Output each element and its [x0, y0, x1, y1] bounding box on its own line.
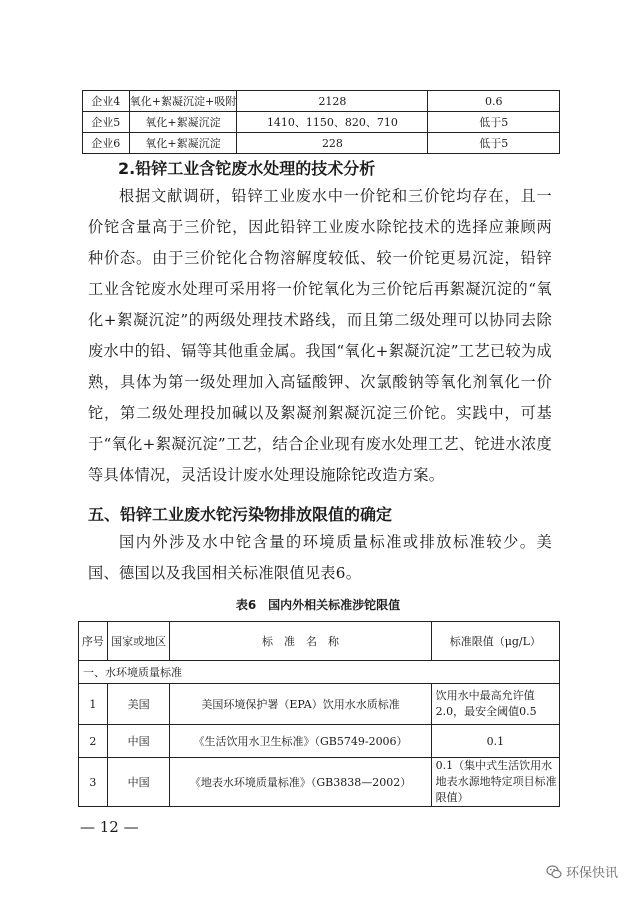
table-header-row	[79, 622, 560, 661]
body-paragraph: 国内外涉及水中铊含量的环境质量标准或排放标准较少。美国、德国以及我国相关标准限值见表6。	[88, 533, 552, 582]
table-header-cell: 序号	[79, 622, 108, 661]
table-cell: 0.1	[431, 725, 559, 758]
table-cell: 1	[79, 684, 108, 725]
table-cell: 《地表水环境质量标准》（GB3838—2002）	[170, 758, 431, 807]
table-header-cell: 标 准 名 称	[170, 622, 431, 661]
table-cell: 企业5	[83, 112, 130, 133]
table-cell: 氧化+絮凝沉淀	[129, 112, 237, 133]
table-row	[83, 133, 560, 154]
table-cell: 低于5	[428, 133, 560, 154]
table-cell: 3	[79, 758, 108, 807]
table-cell: 企业6	[83, 133, 130, 154]
table-row	[79, 758, 560, 807]
table-header-cell: 标准限值（μg/L）	[431, 622, 559, 661]
table-cell: 低于5	[428, 112, 560, 133]
table-section-label: 一、水环境质量标准	[79, 661, 560, 684]
table-cell: 2128	[237, 91, 428, 112]
table-cell: 美国环境保护署（EPA）饮用水水质标准	[170, 684, 431, 725]
table-cell: 企业4	[83, 91, 130, 112]
table-caption: 表6 国内外相关标准涉铊限值	[235, 598, 401, 612]
table-cell: 氧化+絮凝沉淀	[129, 133, 237, 154]
table-cell: 饮用水中最高允许值2.0，最安全阈值0.5	[431, 684, 559, 725]
enterprise-table	[82, 90, 560, 154]
page-number: — 12 —	[80, 818, 139, 836]
standards-table	[78, 621, 560, 807]
section-heading: 五、铅锌工业废水铊污染物排放限值的确定	[88, 505, 393, 524]
table-cell: 0.1（集中式生活饮用水地表水源地特定项目标准限值）	[431, 758, 559, 807]
table-cell: 中国	[107, 758, 170, 807]
table-cell: 中国	[107, 725, 170, 758]
body-paragraph: 根据文献调研，铅锌工业废水中一价铊和三价铊均存在，且一价铊含量高于三价铊，因此铅锌工业废水除铊技术的选择应兼顾两种价态。由于三价铊化合物溶解度较低、较一价铊更易沉淀，铅锌工业含铊废水处理可采用将一价铊氧化为三价铊后再絮凝沉淀的“氧化+絮凝沉淀”的两级处理技术路线，而且第二级处理可以协同去除废水中的铅、镉等其他重金属。我国“氧化+絮凝沉淀”工艺已较为成熟，具体为第一级处理加入高锰酸钾、次氯酸钠等氧化剂氧化一价铊，第二级处理投加碱以及絮凝剂絮凝沉淀三价铊。实践中，可基于“氧化+絮凝沉淀”工艺，结合企业现有废水处理工艺、铊进水浓度等具体情况，灵活设计废水处理设施除铊改造方案。	[88, 187, 552, 484]
table-row	[79, 684, 560, 725]
watermark	[546, 862, 618, 881]
table-cell: 氧化+絮凝沉淀+吸附	[129, 91, 237, 112]
table-row	[79, 725, 560, 758]
table-row	[83, 91, 560, 112]
table-row	[83, 112, 560, 133]
table-cell: 1410、1150、820、710	[237, 112, 428, 133]
table-cell: 228	[237, 133, 428, 154]
table-cell: 0.6	[428, 91, 560, 112]
table-section-row	[79, 661, 560, 684]
section-heading: 2.铅锌工业含铊废水处理的技术分析	[118, 159, 376, 178]
watermark-text: 环保快讯	[565, 866, 618, 881]
table-cell: 美国	[107, 684, 170, 725]
table-cell: 2	[79, 725, 108, 758]
wechat-icon	[546, 864, 562, 880]
table-cell: 《生活饮用水卫生标准》（GB5749-2006）	[170, 725, 431, 758]
table-header-cell: 国家或地区	[107, 622, 170, 661]
